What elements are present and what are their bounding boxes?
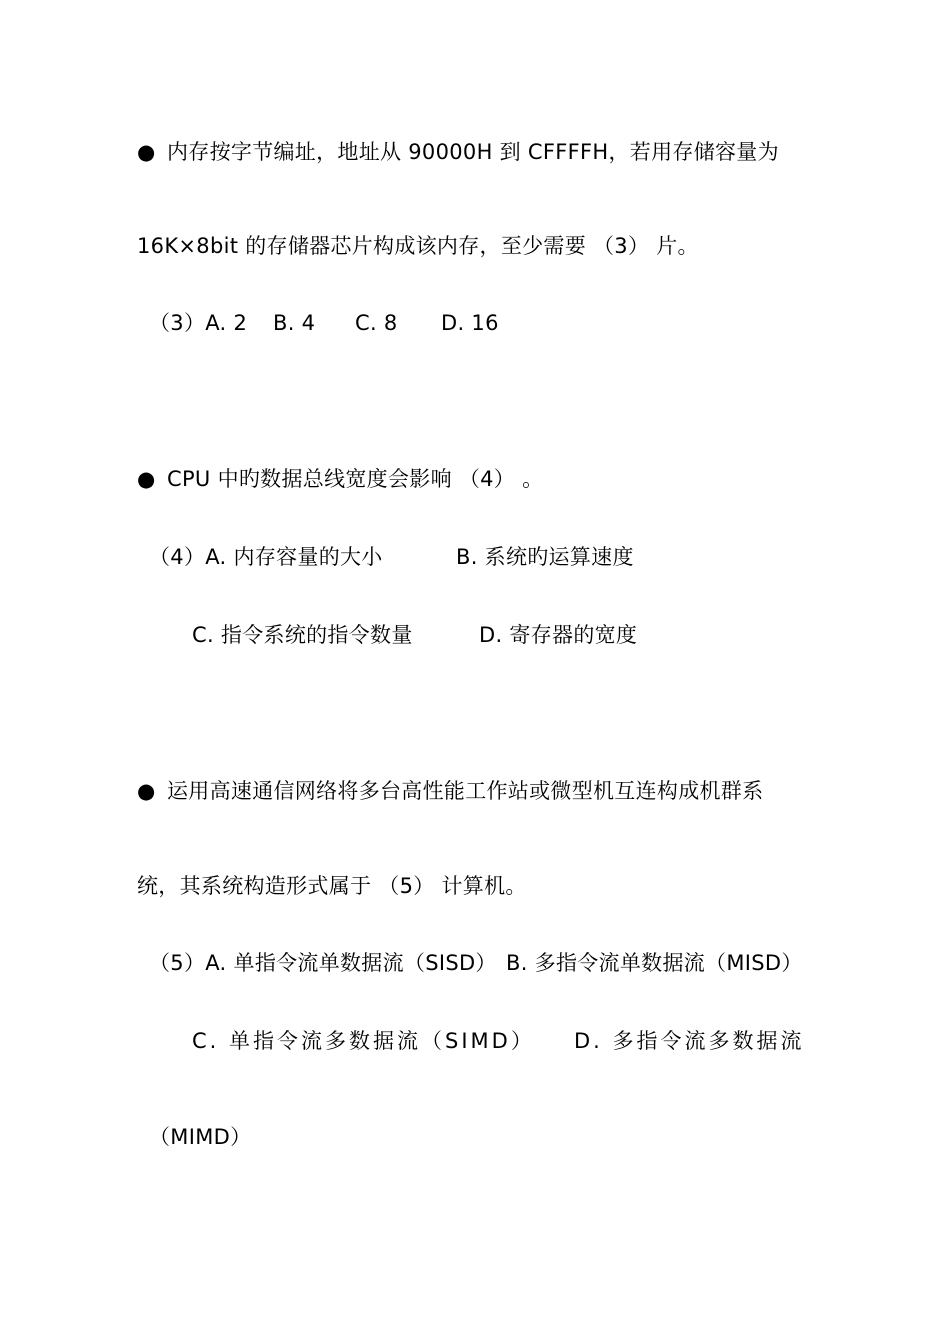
q5-options-row-1 xyxy=(149,951,803,975)
q3-option-a: A. 2 xyxy=(205,311,248,335)
q4-options-row-2 xyxy=(192,623,638,647)
q4-prefix: （4） xyxy=(149,545,206,569)
q3-options xyxy=(149,311,499,335)
q3-option-d: D. 16 xyxy=(441,311,499,335)
bullet-icon: ● xyxy=(137,779,156,803)
q4-stem-text-1: CPU 中旳数据总线宽度会影响 （4） 。 xyxy=(167,467,544,491)
q5-option-b: B. 多指令流单数据流（MISD） xyxy=(506,951,803,975)
q4-option-d: D. 寄存器的宽度 xyxy=(479,623,638,647)
q4-option-c: C. 指令系统的指令数量 xyxy=(192,623,413,647)
q5-option-a: A. 单指令流单数据流（SISD） xyxy=(205,951,497,975)
q3-option-b: B. 4 xyxy=(273,311,316,335)
q5-option-d-continuation: （MIMD） xyxy=(149,1125,252,1149)
q4-option-b: B. 系统旳运算速度 xyxy=(456,545,634,569)
bullet-icon: ● xyxy=(137,467,156,491)
q5-stem-text-1: 运用高速通信网络将多台高性能工作站或微型机互连构成机群系 xyxy=(167,779,764,803)
q4-options-row-1 xyxy=(149,545,634,569)
q4-option-a: A. 内存容量的大小 xyxy=(205,545,383,569)
bullet-icon: ● xyxy=(137,140,156,164)
q5-prefix: （5） xyxy=(149,951,206,975)
q5-stem-line-1 xyxy=(137,779,763,803)
q3-option-c: C. 8 xyxy=(355,311,398,335)
q3-prefix: （3） xyxy=(149,311,206,335)
q5-option-c: C. 单指令流多数据流（SIMD） xyxy=(192,1029,535,1053)
q4-stem-line-1 xyxy=(137,467,543,491)
q5-options-row-2 xyxy=(192,1029,805,1053)
q3-stem-line-2: 16K×8bit 的存储器芯片构成该内存，至少需要 （3） 片。 xyxy=(137,234,699,258)
q5-option-d: D. 多指令流多数据流 xyxy=(574,1029,805,1053)
q3-stem-text-1: 内存按字节编址，地址从 90000H 到 CFFFFH，若用存储容量为 xyxy=(167,140,779,164)
q5-stem-line-2: 统，其系统构造形式属于 （5） 计算机。 xyxy=(137,874,527,898)
q3-stem-line-1 xyxy=(137,140,779,164)
